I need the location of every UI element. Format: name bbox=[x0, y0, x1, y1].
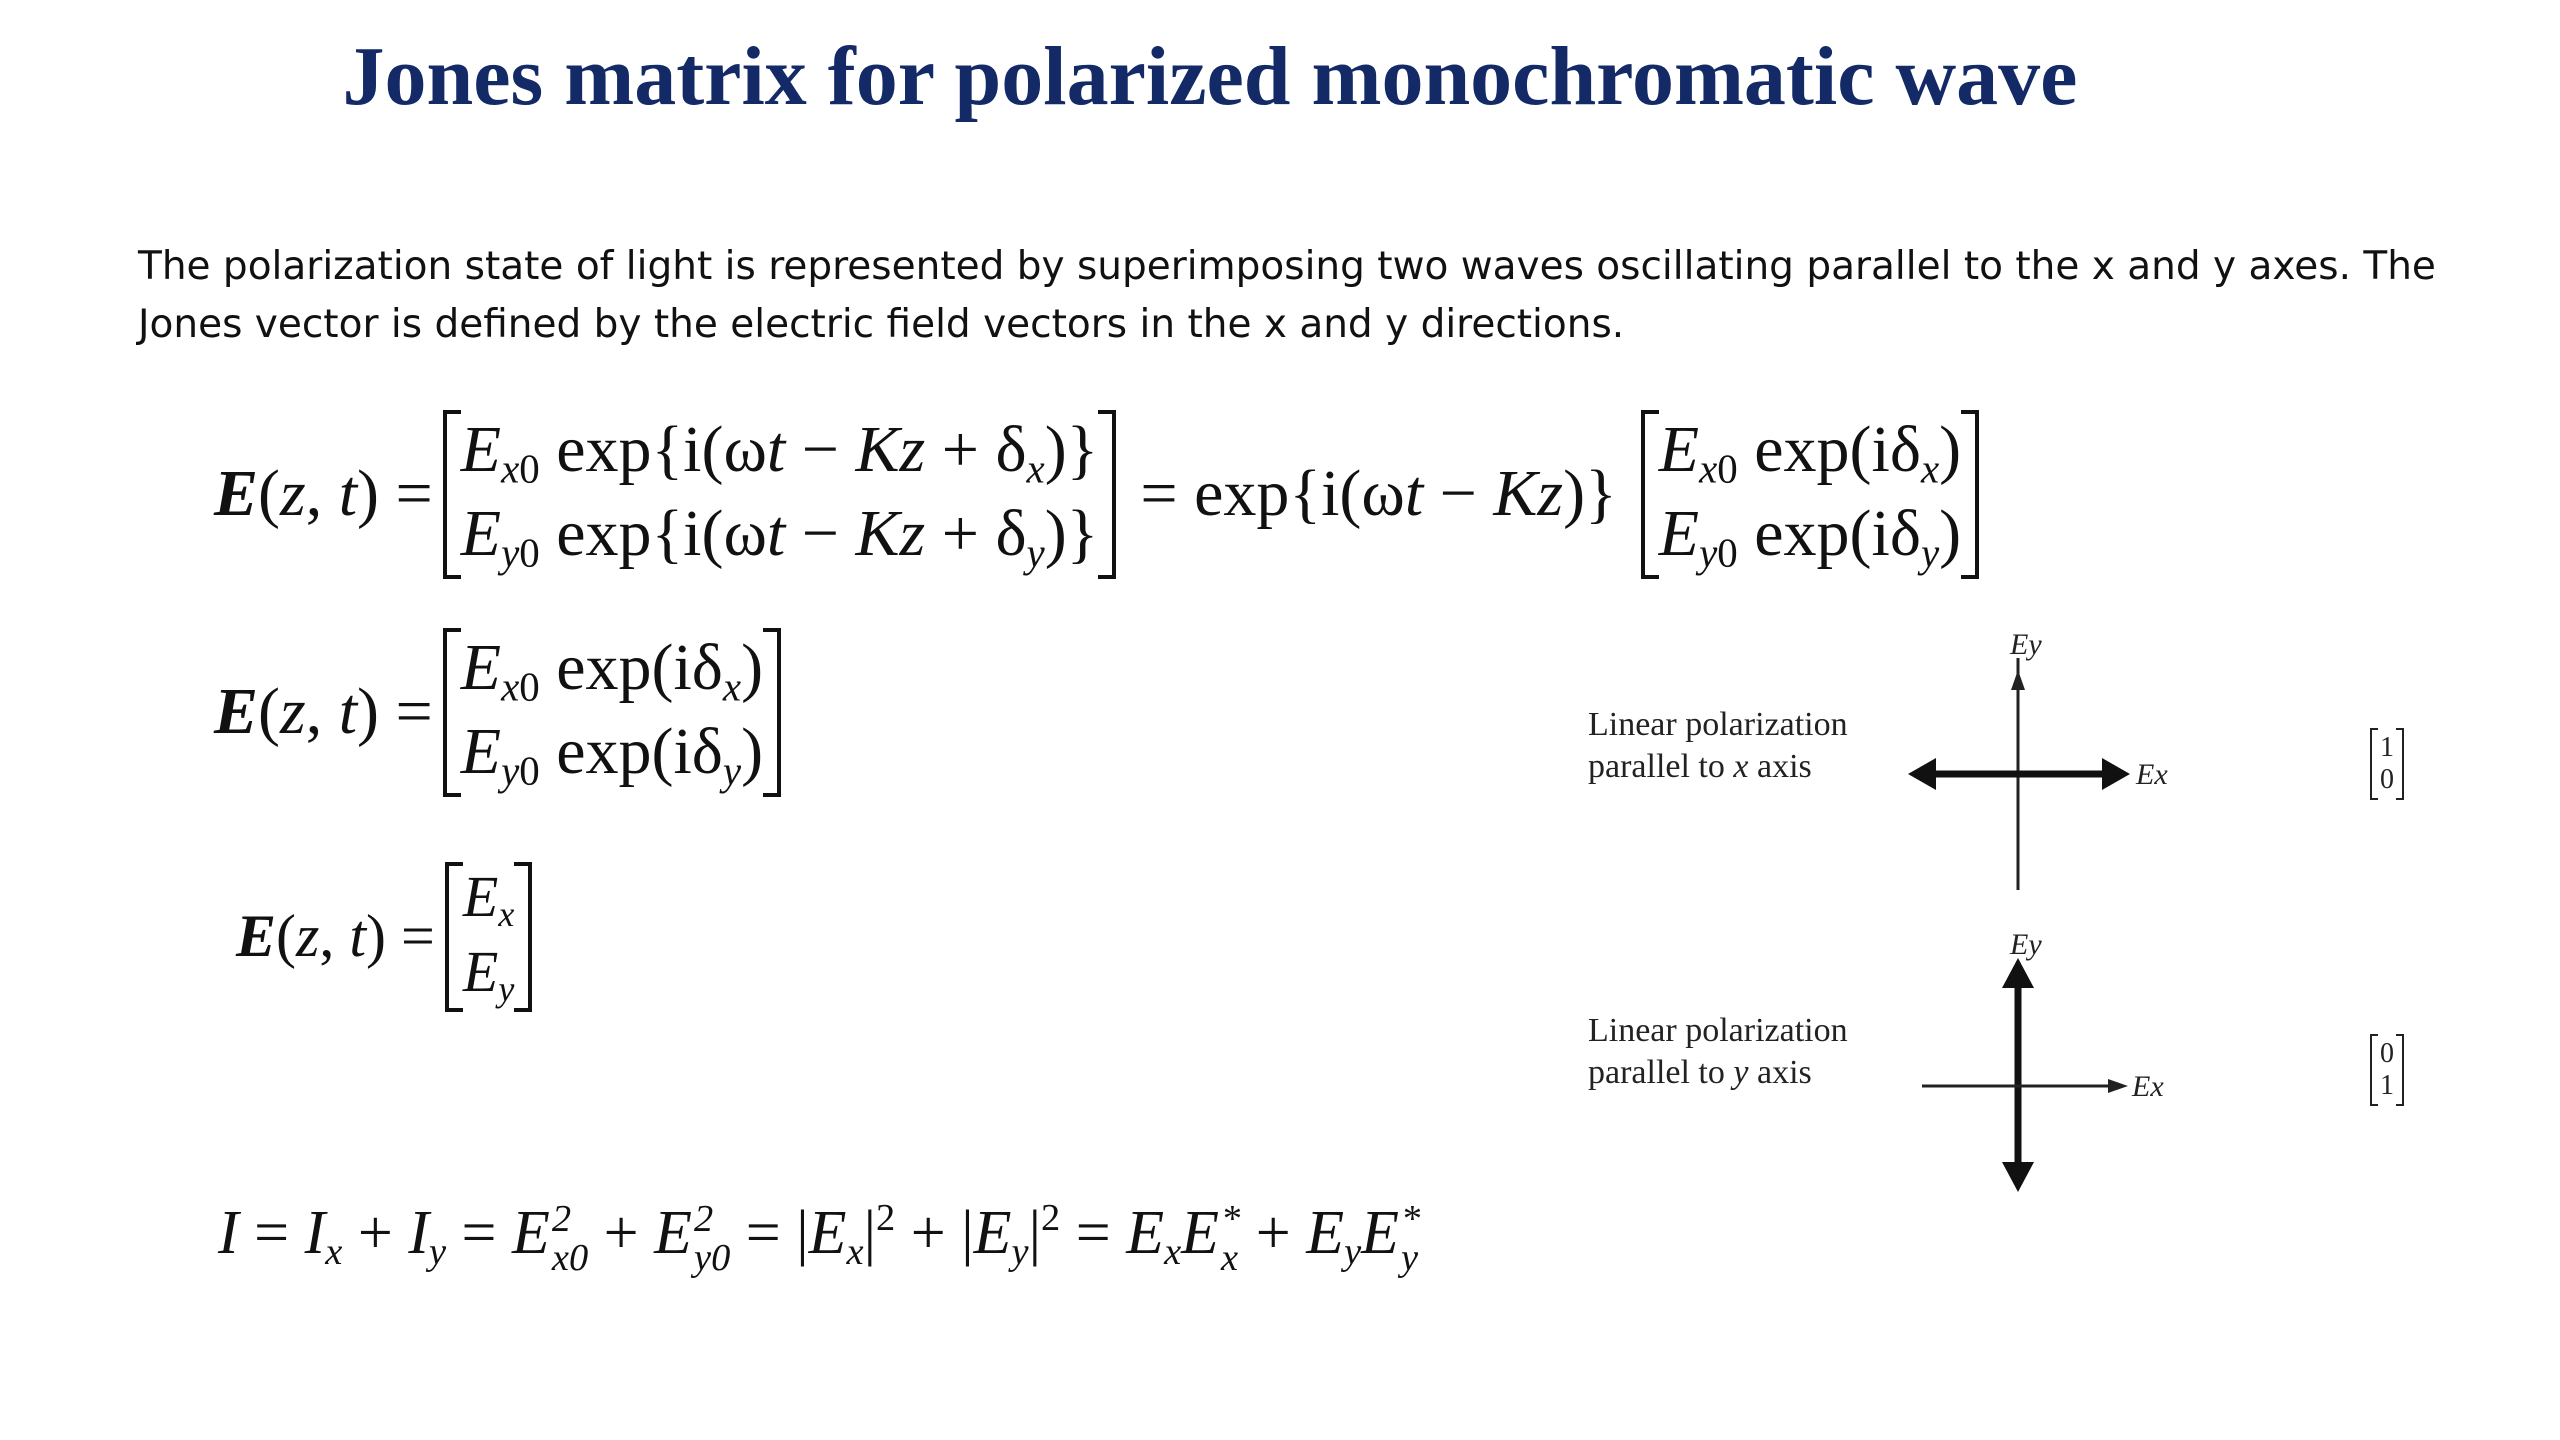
equation-2 bbox=[214, 628, 791, 797]
vector-x-bottom: 0 bbox=[2380, 764, 2394, 795]
eq1-lhs: E(z, t) = bbox=[214, 457, 433, 531]
diagram-y-label-line2: parallel to y axis bbox=[1588, 1054, 1812, 1091]
eq3-matrix bbox=[445, 862, 532, 1012]
eq2-lhs: E(z, t) = bbox=[214, 675, 433, 749]
eq3-lhs: E(z, t) = bbox=[236, 903, 435, 970]
diagram-x-axes bbox=[1900, 628, 2180, 898]
eq1-row1: $E_{x0}$ $\exp\{i(\omega t - Kz + \delta_x)\}$ bbox=[460, 413, 1099, 492]
eq3-row2: $E_y$ bbox=[462, 938, 515, 1009]
eq2-row1: $E_{x0}$ $\exp(i\delta_x)$ bbox=[460, 631, 764, 710]
eq1-matrix-left bbox=[443, 410, 1117, 579]
eq1-row3: $E_{x0}$ $\exp(i\delta_x)$ bbox=[1658, 413, 1962, 492]
diagram-y-label bbox=[1588, 1010, 1848, 1094]
diagram-x-ex-label: Ex bbox=[2136, 758, 2168, 791]
equation-3 bbox=[236, 862, 542, 1012]
equation-1 bbox=[214, 410, 1989, 579]
diagram-y-axes bbox=[1900, 934, 2180, 1204]
diagram-y-jones-vector bbox=[2370, 1034, 2404, 1106]
diagram-x-label-line2: parallel to x axis bbox=[1588, 748, 1812, 785]
diagram-y-ey-label: Ey bbox=[2010, 934, 2042, 961]
diagram-x-label-line1: Linear polarization bbox=[1588, 706, 1848, 743]
eq1-matrix-right bbox=[1641, 410, 1979, 579]
diagram-y-label-line1: Linear polarization bbox=[1588, 1012, 1848, 1049]
eq2-row2: $E_{y0}$ $\exp(i\delta_y)$ bbox=[460, 715, 764, 794]
eq1-row2: $E_{y0}$ $\exp\{i(\omega t - Kz + \delta_y)\}$ bbox=[460, 497, 1099, 576]
eq2-matrix bbox=[443, 628, 781, 797]
eq3-row1: $E_x$ bbox=[462, 864, 515, 935]
eq1-middle: = exp{i(ωt − Kz)} bbox=[1140, 457, 1617, 531]
page-title: Jones matrix for polarized monochromatic wave bbox=[342, 30, 2078, 123]
diagram-x-label bbox=[1588, 704, 1848, 788]
diagram-x-ey-label: Ey bbox=[2010, 628, 2042, 661]
intro-paragraph: The polarization state of light is represented by superimposing two waves oscillating parallel to the x and y axes. The Jones vector is defined by the electric field vectors in the x and y directions. bbox=[138, 244, 2436, 347]
diagram-x-jones-vector bbox=[2370, 728, 2404, 800]
eq4-intensity: $I = I_x + I_y = E$ 2 x0 + E 2 y0 = $|E_x|^2 + |E_y|^2 = E_xE$ * x + $E_yE$ * y bbox=[218, 1197, 1421, 1279]
vector-y-top: 0 bbox=[2380, 1038, 2394, 1069]
vector-x-top: 1 bbox=[2380, 732, 2394, 763]
diagram-y-ex-label: Ex bbox=[2132, 1070, 2164, 1103]
equation-4 bbox=[218, 1196, 1420, 1277]
vector-y-bottom: 1 bbox=[2380, 1070, 2394, 1101]
eq1-row4: $E_{y0}$ $\exp(i\delta_y)$ bbox=[1658, 497, 1962, 576]
